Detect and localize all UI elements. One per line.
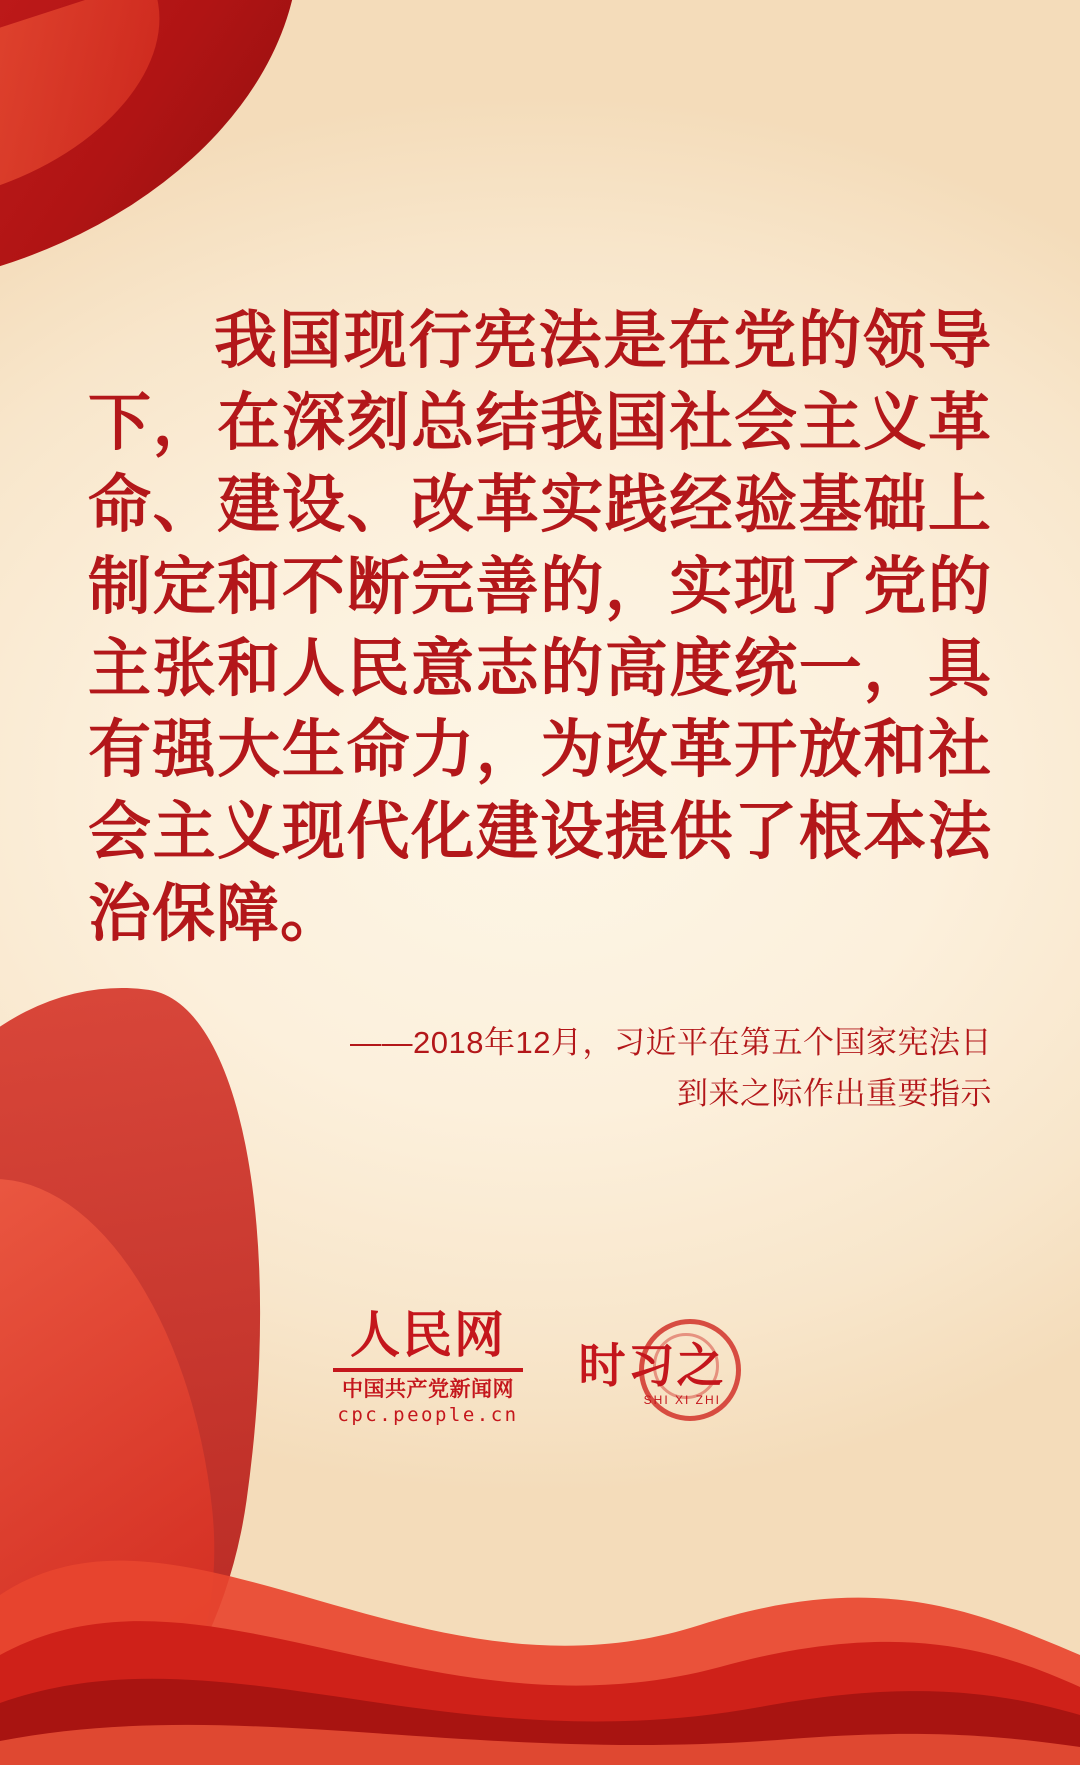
- logo-divider: [333, 1368, 523, 1372]
- people-cn-logo-name: 人民网: [350, 1305, 506, 1364]
- attribution-line-2: 到来之际作出重要指示: [677, 1076, 992, 1112]
- shixizhi-logo-name: 时习之: [578, 1339, 726, 1394]
- attribution-line-1: ——2018年12月，习近平在第五个国家宪法日: [350, 1025, 992, 1061]
- quote-text: 我国现行宪法是在党的领导下，在深刻总结我国社会主义革命、建设、改革实践经验基础上制定和不断完善的，实现了党的主张和人民意志的高度统一，具有强大生命力，为改革开放和社会主义现代化建设提供了根本法治保障。: [88, 303, 992, 951]
- attribution: [88, 1017, 992, 1119]
- shixizhi-logo[interactable]: [557, 1313, 747, 1423]
- shixizhi-logo-pinyin: SHI XI ZHI: [643, 1392, 721, 1407]
- quote-block: [0, 300, 1080, 1119]
- logo-row: [0, 1305, 1080, 1426]
- people-cn-logo[interactable]: [333, 1305, 523, 1426]
- people-cn-logo-subtitle: 中国共产党新闻网: [342, 1378, 514, 1401]
- people-cn-logo-url: cpc.people.cn: [337, 1404, 519, 1426]
